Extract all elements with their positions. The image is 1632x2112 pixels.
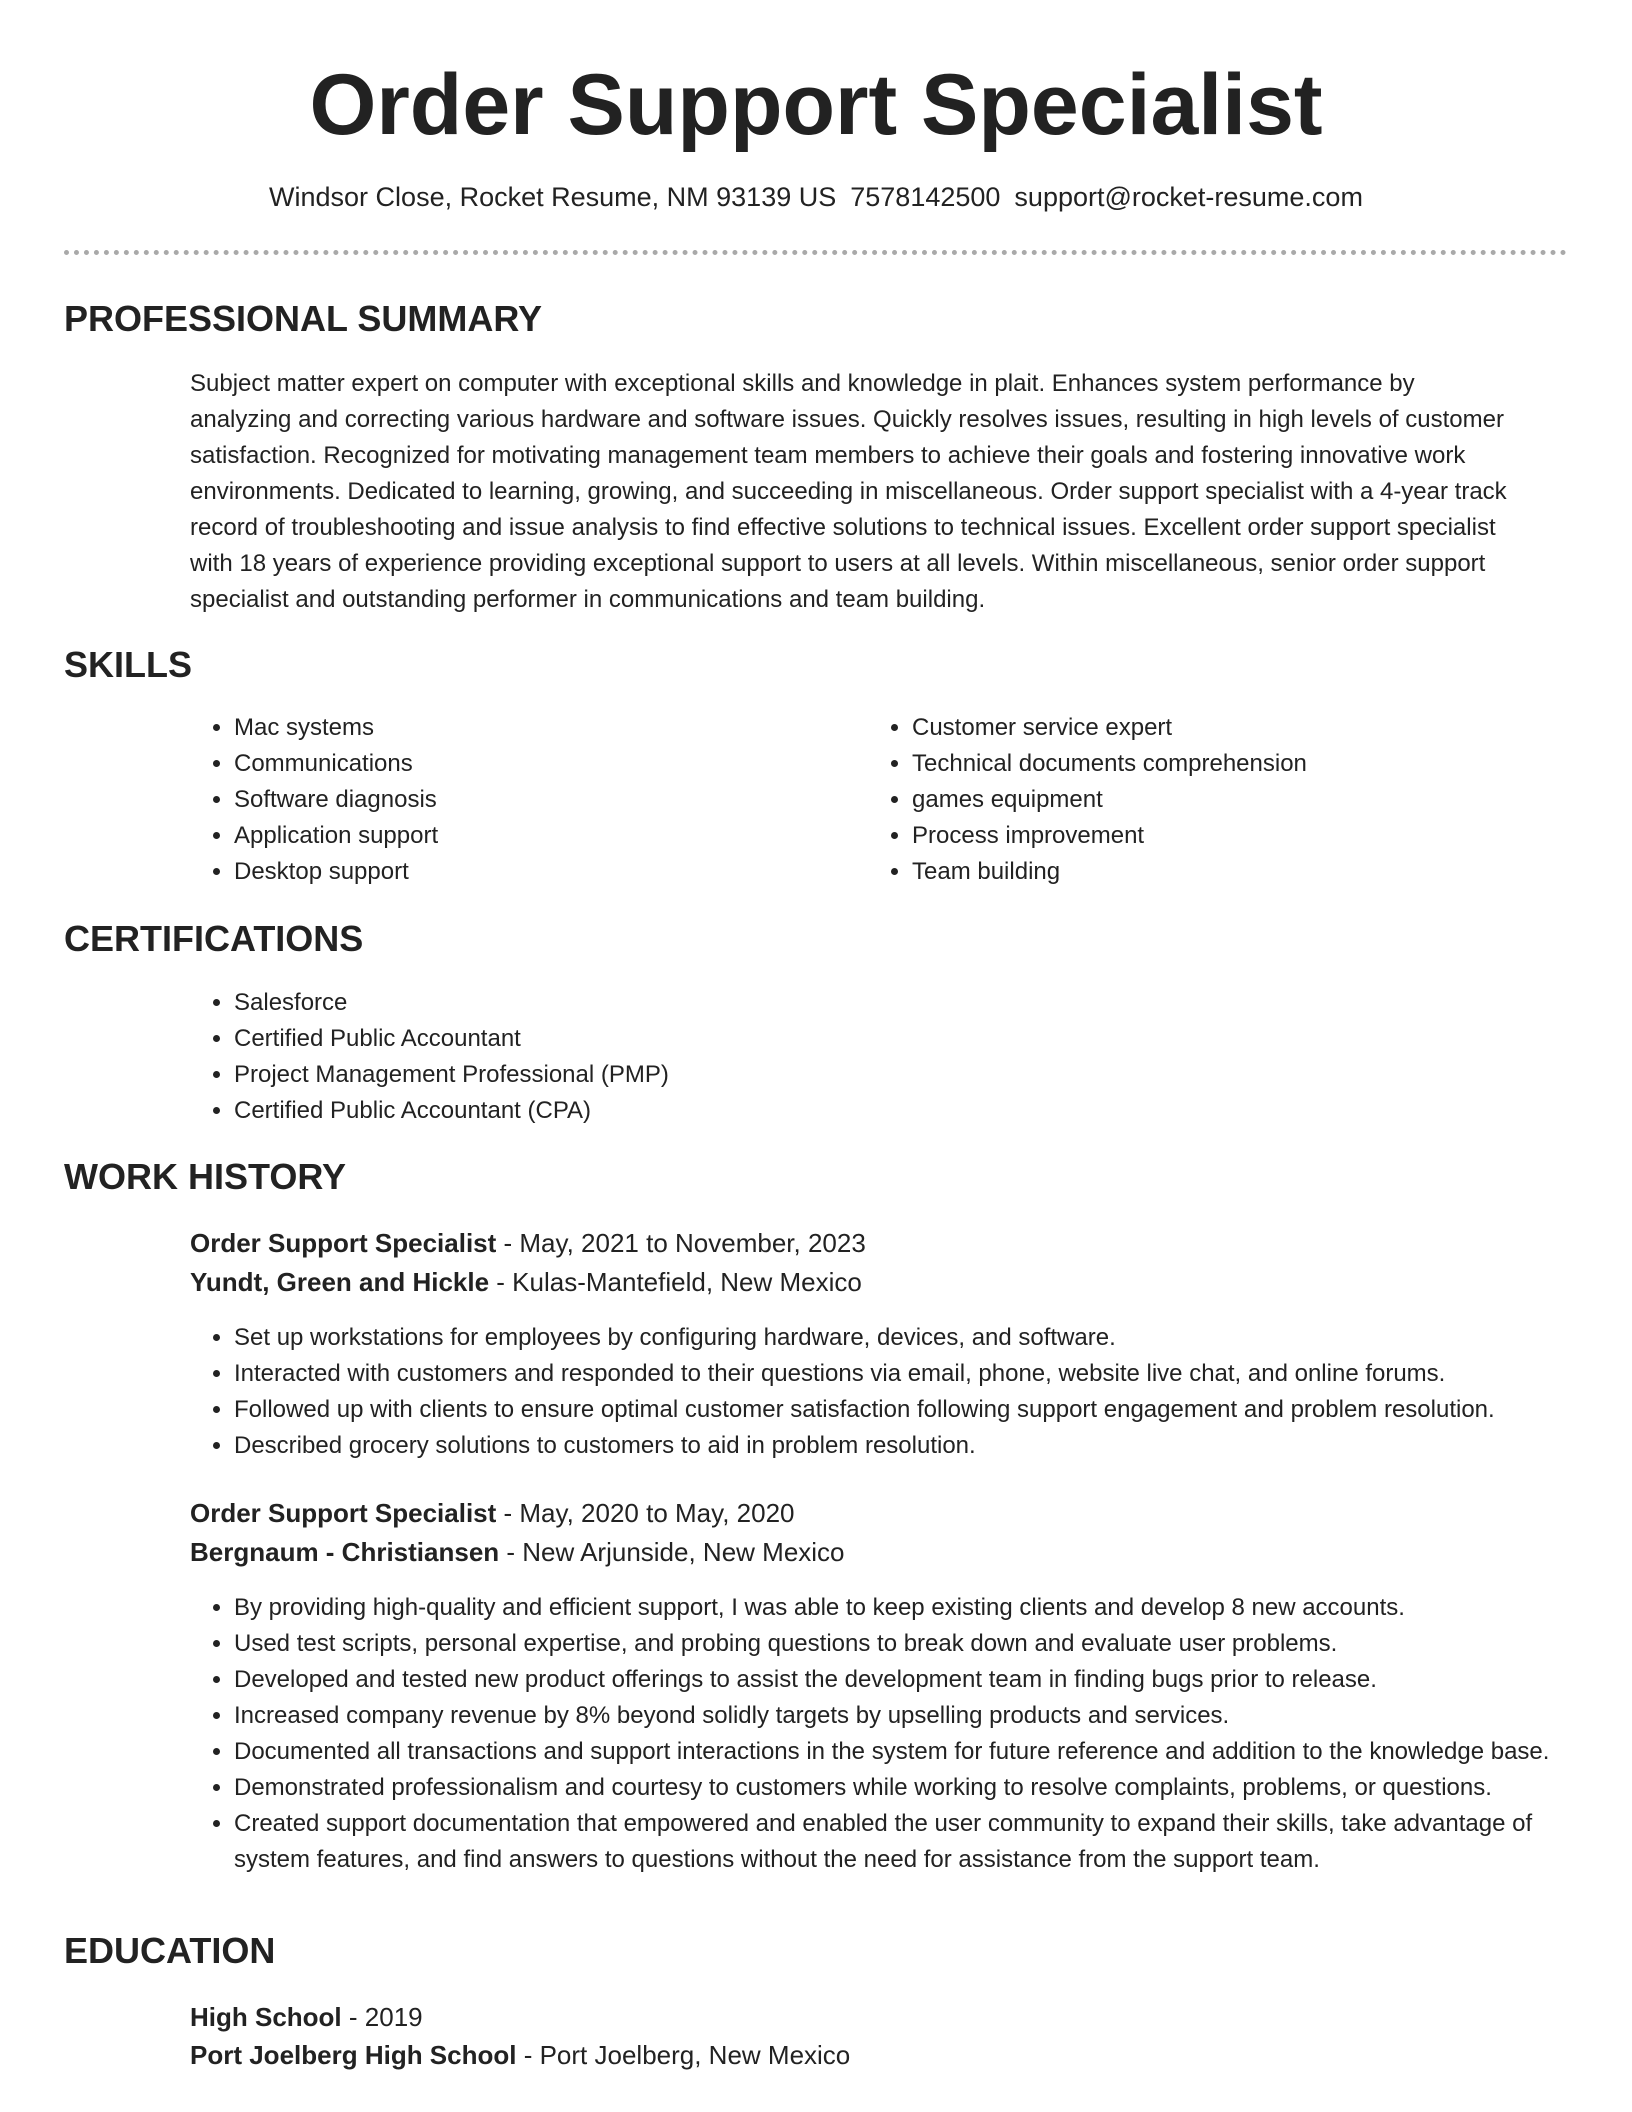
job-company-line	[190, 1267, 862, 1298]
education-degree-line	[190, 2002, 423, 2033]
contact-email: support@rocket-resume.com	[1014, 182, 1363, 212]
skill-item: • Technical documents comprehension	[912, 746, 1592, 782]
summary-line: Subject matter expert on computer with exceptional skills and knowledge in plait. Enhances system performance by	[190, 370, 1415, 397]
job-title: Order Support Specialist	[190, 1228, 497, 1258]
summary-line: satisfaction. Recognized for motivating management team members to achieve their goals and fostering innovative work	[190, 442, 1466, 469]
certification-item: • Project Management Professional (PMP)	[234, 1057, 1594, 1093]
job-dates: - May, 2020 to May, 2020	[496, 1498, 795, 1528]
skill-item: • Team building	[912, 854, 1592, 890]
job-bullet: • Demonstrated professionalism and courtesy to customers while working to resolve complaints, problems, or questions.	[234, 1770, 1614, 1806]
job-company-line	[190, 1537, 845, 1568]
contact-line	[0, 182, 1632, 213]
section-title-education: EDUCATION	[64, 1930, 276, 1971]
contact-address: Windsor Close, Rocket Resume, NM 93139 US	[269, 182, 837, 212]
certifications-list	[190, 985, 1594, 1129]
section-title-summary: PROFESSIONAL SUMMARY	[64, 298, 543, 339]
job-location: - Kulas-Mantefield, New Mexico	[489, 1267, 862, 1297]
job-title: Order Support Specialist	[190, 1498, 497, 1528]
header-divider	[64, 250, 1567, 255]
skill-item: • games equipment	[912, 782, 1592, 818]
certification-item: • Certified Public Accountant	[234, 1021, 1594, 1057]
section-title-work: WORK HISTORY	[64, 1156, 347, 1197]
job-bullet: • Created support documentation that empowered and enabled the user community to expand their skills, take advantage of system features, and find answers to questions without the need for assistance from the support team.	[234, 1806, 1614, 1878]
resume-name: Order Support Specialist	[309, 57, 1323, 153]
job-bullet: • Developed and tested new product offerings to assist the development team in finding bugs prior to release.	[234, 1662, 1614, 1698]
job-bullets	[190, 1590, 1614, 1878]
education-school-line	[190, 2040, 850, 2071]
skill-item: • Mac systems	[234, 710, 854, 746]
skills-list-left	[190, 710, 854, 890]
summary-text	[190, 366, 1570, 618]
skill-item: • Process improvement	[912, 818, 1592, 854]
job-bullet: • Increased company revenue by 8% beyond solidly targets by upselling products and services.	[234, 1698, 1614, 1734]
job-company: Yundt, Green and Hickle	[190, 1267, 490, 1297]
job-bullet: • By providing high-quality and efficient support, I was able to keep existing clients and develop 8 new accounts.	[234, 1590, 1614, 1626]
skill-item: • Communications	[234, 746, 854, 782]
job-title-line	[190, 1228, 866, 1259]
skill-item: • Customer service expert	[912, 710, 1592, 746]
section-title-skills: SKILLS	[64, 644, 193, 685]
summary-line: record of troubleshooting and issue analysis to find effective solutions to technical issues. Excellent order support specialist	[190, 514, 1496, 541]
job-bullet: • Interacted with customers and responded to their questions via email, phone, website live chat, and online forums.	[234, 1356, 1614, 1392]
job-bullet: • Documented all transactions and support interactions in the system for future reference and addition to the knowledge base.	[234, 1734, 1614, 1770]
job-bullet: • Described grocery solutions to customers to aid in problem resolution.	[234, 1428, 1614, 1464]
education-location: - Port Joelberg, New Mexico	[516, 2040, 851, 2070]
job-bullets	[190, 1320, 1614, 1464]
job-title-line	[190, 1498, 794, 1529]
summary-line: environments. Dedicated to learning, growing, and succeeding in miscellaneous. Order support specialist with a 4-year track	[190, 478, 1507, 505]
contact-phone: 7578142500	[850, 182, 1001, 212]
education-school: Port Joelberg High School	[190, 2040, 517, 2070]
job-company: Bergnaum - Christiansen	[190, 1537, 500, 1567]
job-dates: - May, 2021 to November, 2023	[496, 1228, 866, 1258]
certification-item: • Certified Public Accountant (CPA)	[234, 1093, 1594, 1129]
summary-line: with 18 years of experience providing exceptional support to users at all levels. Within miscellaneous, senior order support	[190, 550, 1486, 577]
job-bullet: • Set up workstations for employees by configuring hardware, devices, and software.	[234, 1320, 1614, 1356]
section-title-certifications: CERTIFICATIONS	[64, 918, 364, 959]
skill-item: • Desktop support	[234, 854, 854, 890]
summary-line: specialist and outstanding performer in communications and team building.	[190, 586, 986, 613]
skill-item: • Software diagnosis	[234, 782, 854, 818]
skills-list-right	[868, 710, 1592, 890]
summary-line: analyzing and correcting various hardware and software issues. Quickly resolves issues, resulting in high levels of customer	[190, 406, 1504, 433]
job-location: - New Arjunside, New Mexico	[499, 1537, 845, 1567]
education-year: - 2019	[341, 2002, 423, 2032]
skill-item: • Application support	[234, 818, 854, 854]
job-bullet: • Followed up with clients to ensure optimal customer satisfaction following support engagement and problem resolution.	[234, 1392, 1614, 1428]
education-degree: High School	[190, 2002, 342, 2032]
certification-item: • Salesforce	[234, 985, 1594, 1021]
job-bullet: • Used test scripts, personal expertise, and probing questions to break down and evaluate user problems.	[234, 1626, 1614, 1662]
